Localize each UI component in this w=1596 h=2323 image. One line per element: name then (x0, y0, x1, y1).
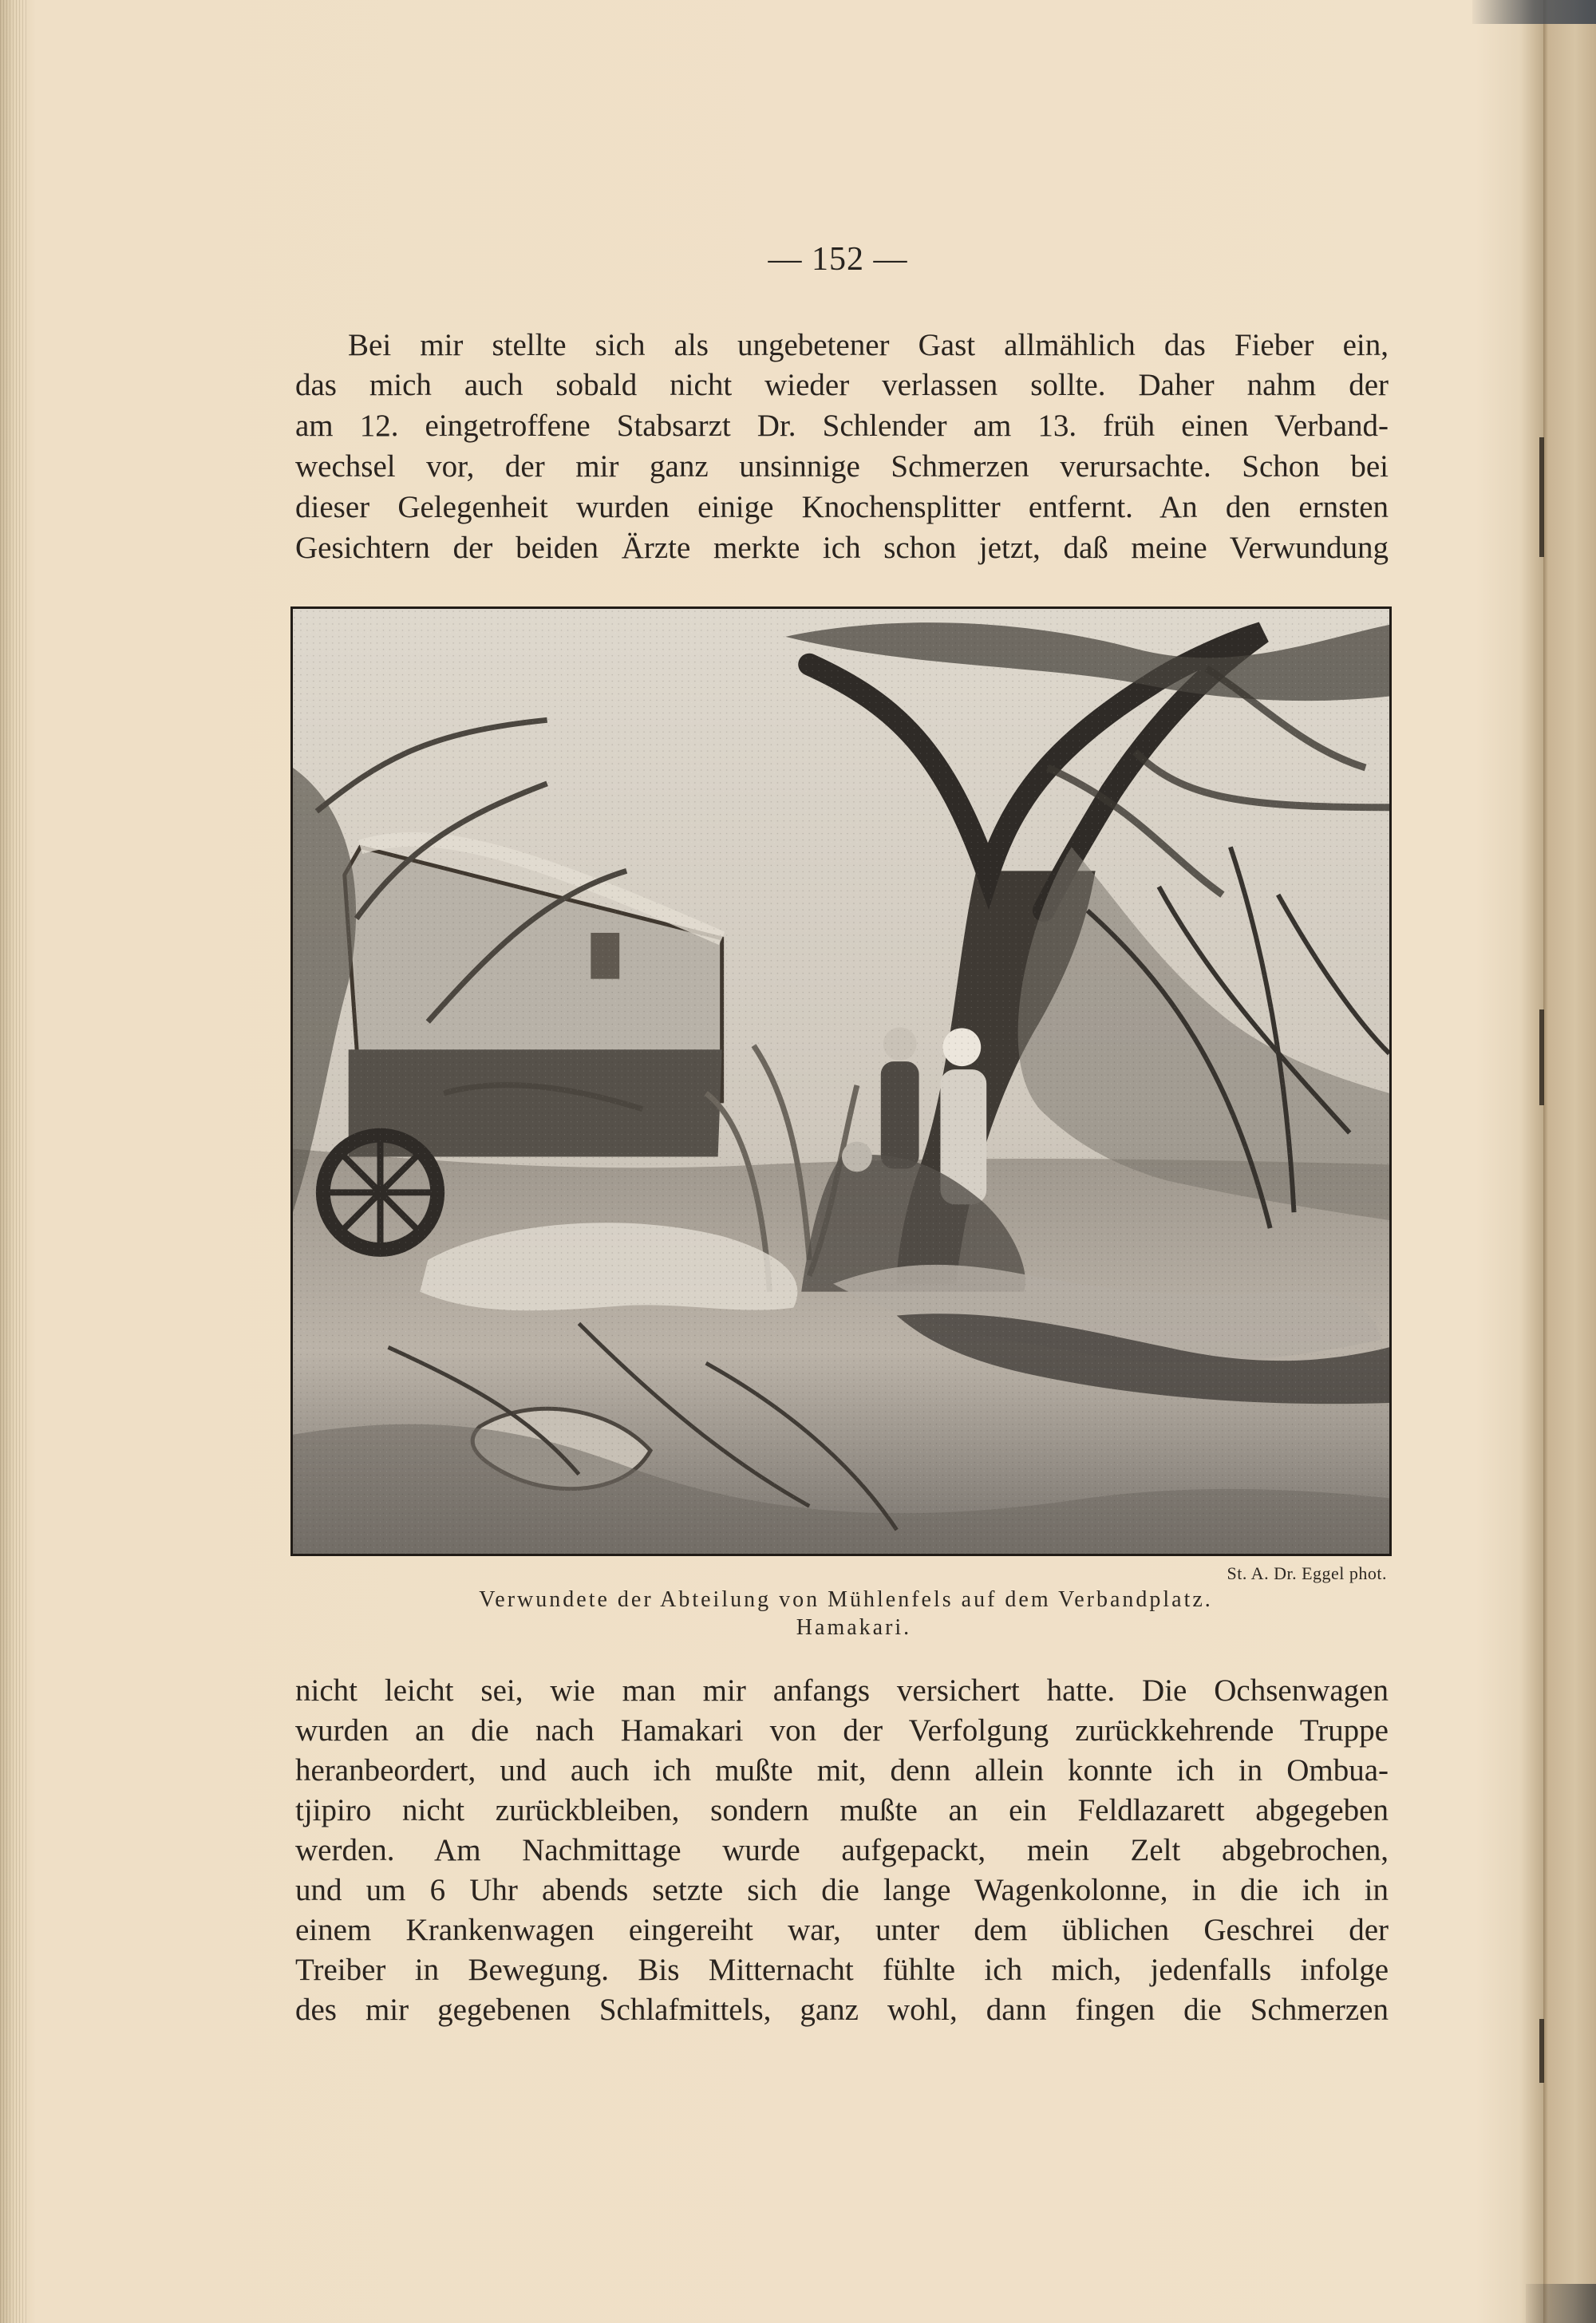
text-line: wurden an die nach Hamakari von der Verfolgung zurückkehrende Truppe (295, 1713, 1389, 1748)
left-page-stack-edge (0, 0, 27, 2323)
text-line: nicht leicht sei, wie man mir anfangs versichert hatte. Die Ochsenwagen (295, 1673, 1389, 1708)
text-line: werden. Am Nachmittage wurde aufgepackt, mein Zelt abgebrochen, (295, 1833, 1389, 1867)
text-line: tjipiro nicht zurückbleiben, sondern mußte an ein Feldlazarett abgegeben (295, 1793, 1389, 1827)
bottom-right-book-cloth (1526, 2284, 1596, 2323)
photo-credit: St. A. Dr. Eggel phot. (1227, 1563, 1387, 1583)
text-line: Bei mir stellte sich als ungebetener Gast allmählich das Fieber ein, (348, 328, 1389, 362)
margin-mark-2 (1539, 1009, 1544, 1105)
text-line: heranbeordert, und auch ich mußte mit, denn allein konnte ich in Ombua- (295, 1753, 1389, 1788)
photo-illustration (293, 609, 1389, 1554)
text-line: Treiber in Bewegung. Bis Mitternacht fühlte ich mich, jedenfalls infolge (295, 1953, 1389, 1987)
text-line: des mir gegebenen Schlafmittels, ganz wohl, dann fingen die Schmerzen (295, 1993, 1389, 2027)
figure-caption-line-1: Verwundete der Abteilung von Mühlenfels auf dem Verbandplatz. (479, 1587, 1213, 1612)
text-line: und um 6 Uhr abends setzte sich die lange Wagenkolonne, in die ich in (295, 1873, 1389, 1907)
text-line: dieser Gelegenheit wurden einige Knochensplitter entfernt. An den ernsten (295, 490, 1389, 524)
top-right-book-cloth (1472, 0, 1596, 24)
photo-grain (293, 609, 1389, 1554)
text-line: einem Krankenwagen eingereiht war, unter dem üblichen Geschrei der (295, 1913, 1389, 1947)
figure-caption-line-2: Hamakari. (796, 1615, 912, 1640)
right-book-cover-edge (1543, 0, 1596, 2323)
text-line: Gesichtern der beiden Ärzte merkte ich schon jetzt, daß meine Verwundung (295, 531, 1389, 565)
margin-mark-1 (1539, 437, 1544, 557)
historical-photograph (290, 606, 1392, 1556)
page-number-header: — 152 — (768, 241, 908, 278)
text-line: das mich auch sobald nicht wieder verlassen sollte. Daher nahm der (295, 368, 1389, 402)
text-line: am 12. eingetroffene Stabsarzt Dr. Schlender am 13. früh einen Verband- (295, 409, 1389, 443)
text-line: wechsel vor, der mir ganz unsinnige Schmerzen verursachte. Schon bei (295, 449, 1389, 484)
margin-mark-3 (1539, 2019, 1544, 2083)
